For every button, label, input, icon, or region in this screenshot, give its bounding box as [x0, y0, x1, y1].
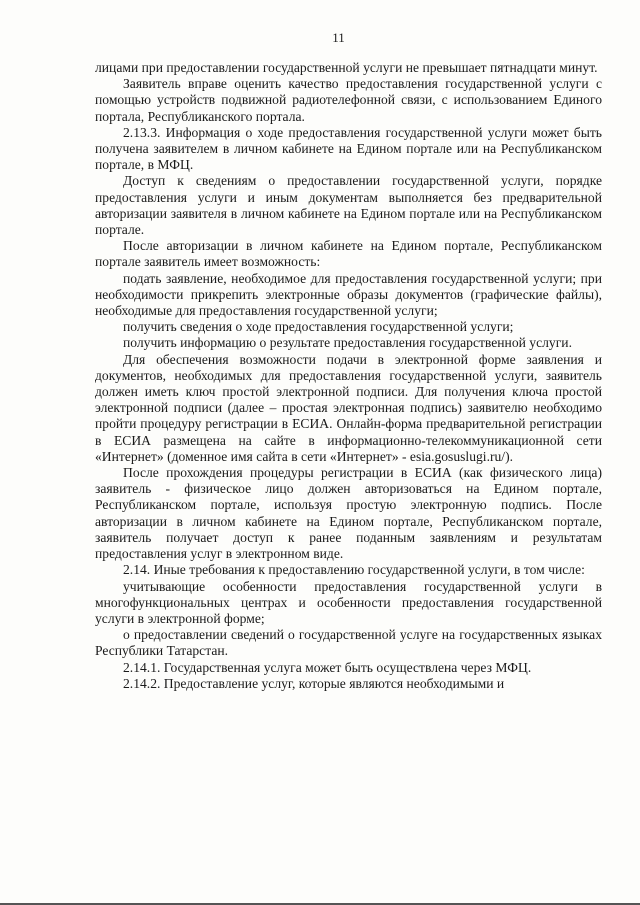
paragraph: учитывающие особенности предоставления государственной услуги в многофункциональных центрах и особенности предоставления государственной услуги в электронной форме;	[95, 578, 602, 626]
paragraph: Заявитель вправе оценить качество предоставления государственной услуги с помощью устройств подвижной радиотелефонной связи, с использованием Единого портала, Республиканского портала.	[95, 76, 602, 124]
paragraph: 2.14. Иные требования к предоставлению государственной услуги, в том числе:	[123, 562, 585, 578]
paragraph: подать заявление, необходимое для предоставления государственной услуги; при необходимости прикрепить электронные образы документов (графические файлы), необходимые для предоставления государственной услуги;	[95, 270, 602, 319]
paragraph: После прохождения процедуры регистрации в ЕСИА (как физического лица) заявитель - физическое лицо должен авторизоваться на Едином портале, Республиканском портале, используя простую электронную подпись. После авторизации в личном кабинете на Едином портале, Республиканском портале, заявитель получает доступ к ранее поданным заявлениям и результатам предоставления услуг в электронном виде.	[95, 465, 602, 562]
page-number: 11	[332, 30, 345, 45]
paragraph: После авторизации в личном кабинете на Едином портале, Республиканском портале заявитель имеет возможность:	[95, 238, 602, 270]
paragraph: 2.14.1. Государственная услуга может быть осуществлена через МФЦ.	[123, 659, 532, 675]
paragraph: о предоставлении сведений о государственной услуге на государственных языках Республики Татарстан.	[95, 627, 602, 659]
document-body	[95, 60, 602, 692]
paragraph: Для обеспечения возможности подачи в электронной форме заявления и документов, необходимых для предоставления государственной услуги, заявитель должен иметь ключ простой электронной подписи. Для получения ключа простой электронной подписи (далее – простая электронная подпись) заявителю необходимо пройти процедуру регистрации в ЕСИА. Онлайн-форма предварительной регистрации в ЕСИА размещена на сайте в информационно-телекоммуникационной сети «Интернет» (доменное имя сайта в сети «Интернет» - esia.gosuslugi.ru/).	[95, 351, 602, 464]
paragraph: Доступ к сведениям о предоставлении государственной услуги, порядке предоставления услуги и иным документам выполняется без предварительной авторизации заявителя в личном кабинете на Едином портале или на Республиканском портале.	[95, 173, 602, 238]
paragraph: лицами при предоставлении государственной услуги не превышает пятнадцати минут.	[95, 60, 598, 75]
paragraph: получить сведения о ходе предоставления государственной услуги;	[123, 319, 514, 335]
paragraph: 2.14.2. Предоставление услуг, которые являются необходимыми и	[123, 675, 505, 691]
paragraph: получить информацию о результате предоставления государственной услуги.	[123, 335, 572, 351]
paragraph: 2.13.3. Информация о ходе предоставления государственной услуги может быть получена заявителем в личном кабинете на Едином портале или на Республиканском портале, в МФЦ.	[95, 124, 602, 173]
